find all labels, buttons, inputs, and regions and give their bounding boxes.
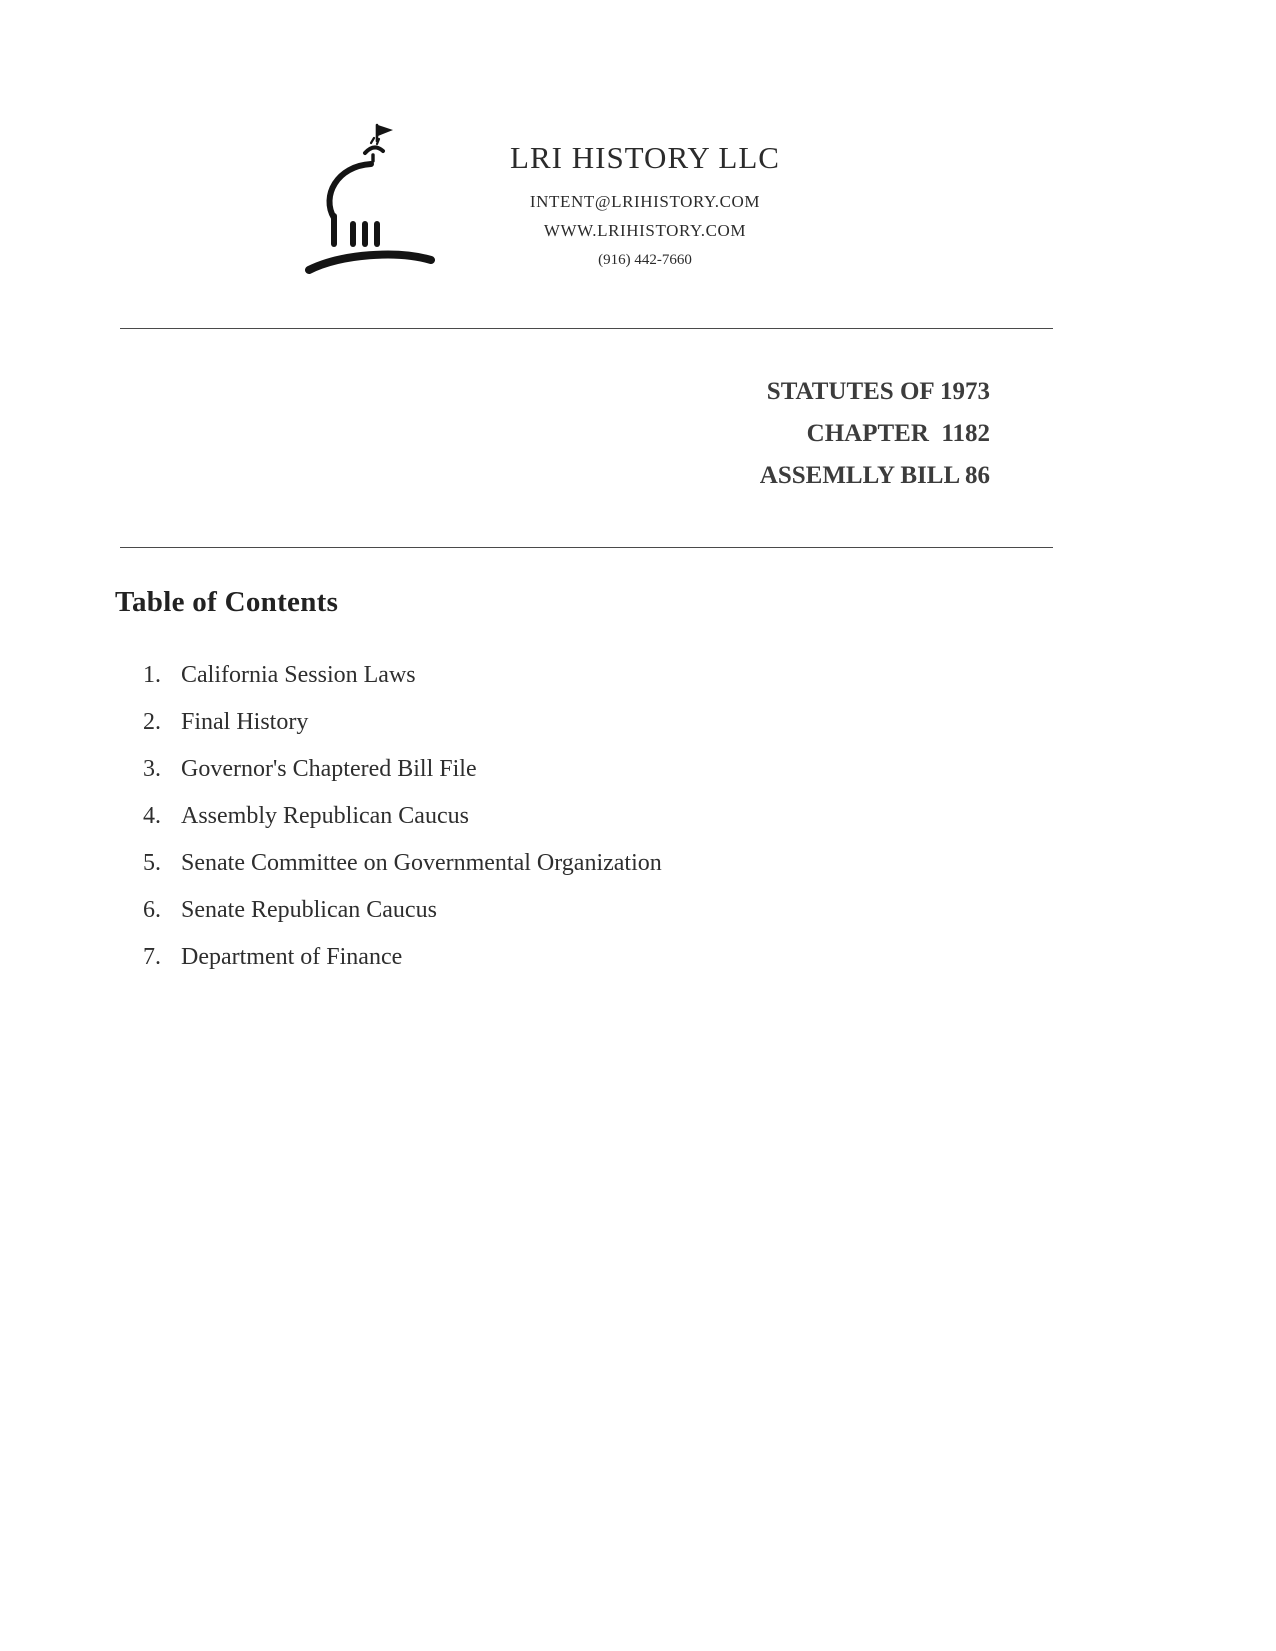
toc-item-label: Assembly Republican Caucus	[181, 803, 469, 829]
toc-item	[143, 710, 1276, 734]
toc-item-number: 1.	[143, 662, 161, 688]
letterhead	[0, 0, 1276, 288]
toc-item	[143, 663, 1276, 687]
toc-item-label: Final History	[181, 709, 309, 735]
statutes-line: STATUTES OF 1973	[766, 378, 990, 405]
document-info	[0, 371, 990, 497]
divider-top	[120, 328, 1053, 329]
toc-title: Table of Contents	[115, 586, 339, 618]
toc-item-label: Senate Republican Caucus	[181, 897, 437, 923]
toc-item	[143, 804, 1276, 828]
toc-item	[143, 757, 1276, 781]
toc-item	[143, 898, 1276, 922]
toc-list	[143, 663, 1276, 969]
toc-item-label: Department of Finance	[181, 944, 403, 970]
toc-item-number: 2.	[143, 709, 161, 735]
contact-phone: (916) 442-7660	[598, 252, 692, 268]
assembly-bill-line: ASSEMLLY BILL 86	[759, 462, 990, 489]
toc-item-label: California Session Laws	[181, 662, 416, 688]
toc-item-number: 7.	[143, 944, 161, 970]
toc-item	[143, 851, 1276, 875]
toc-item-number: 4.	[143, 803, 161, 829]
capitol-dome-logo	[296, 118, 456, 288]
toc-item-number: 5.	[143, 850, 161, 876]
company-name: LRI HISTORY LLC	[510, 140, 780, 175]
contact-website: WWW.LRIHISTORY.COM	[543, 221, 747, 240]
toc-item-label: Governor's Chaptered Bill File	[181, 756, 477, 782]
contact-email: INTENT@LRIHISTORY.COM	[529, 192, 761, 211]
divider-bottom	[120, 547, 1053, 548]
toc-item-number: 3.	[143, 756, 161, 782]
chapter-line: CHAPTER 1182	[806, 420, 990, 447]
toc-item-label: Senate Committee on Governmental Organization	[181, 850, 662, 876]
toc-item	[143, 945, 1276, 969]
contact-block	[480, 118, 810, 269]
toc-item-number: 6.	[143, 897, 161, 923]
